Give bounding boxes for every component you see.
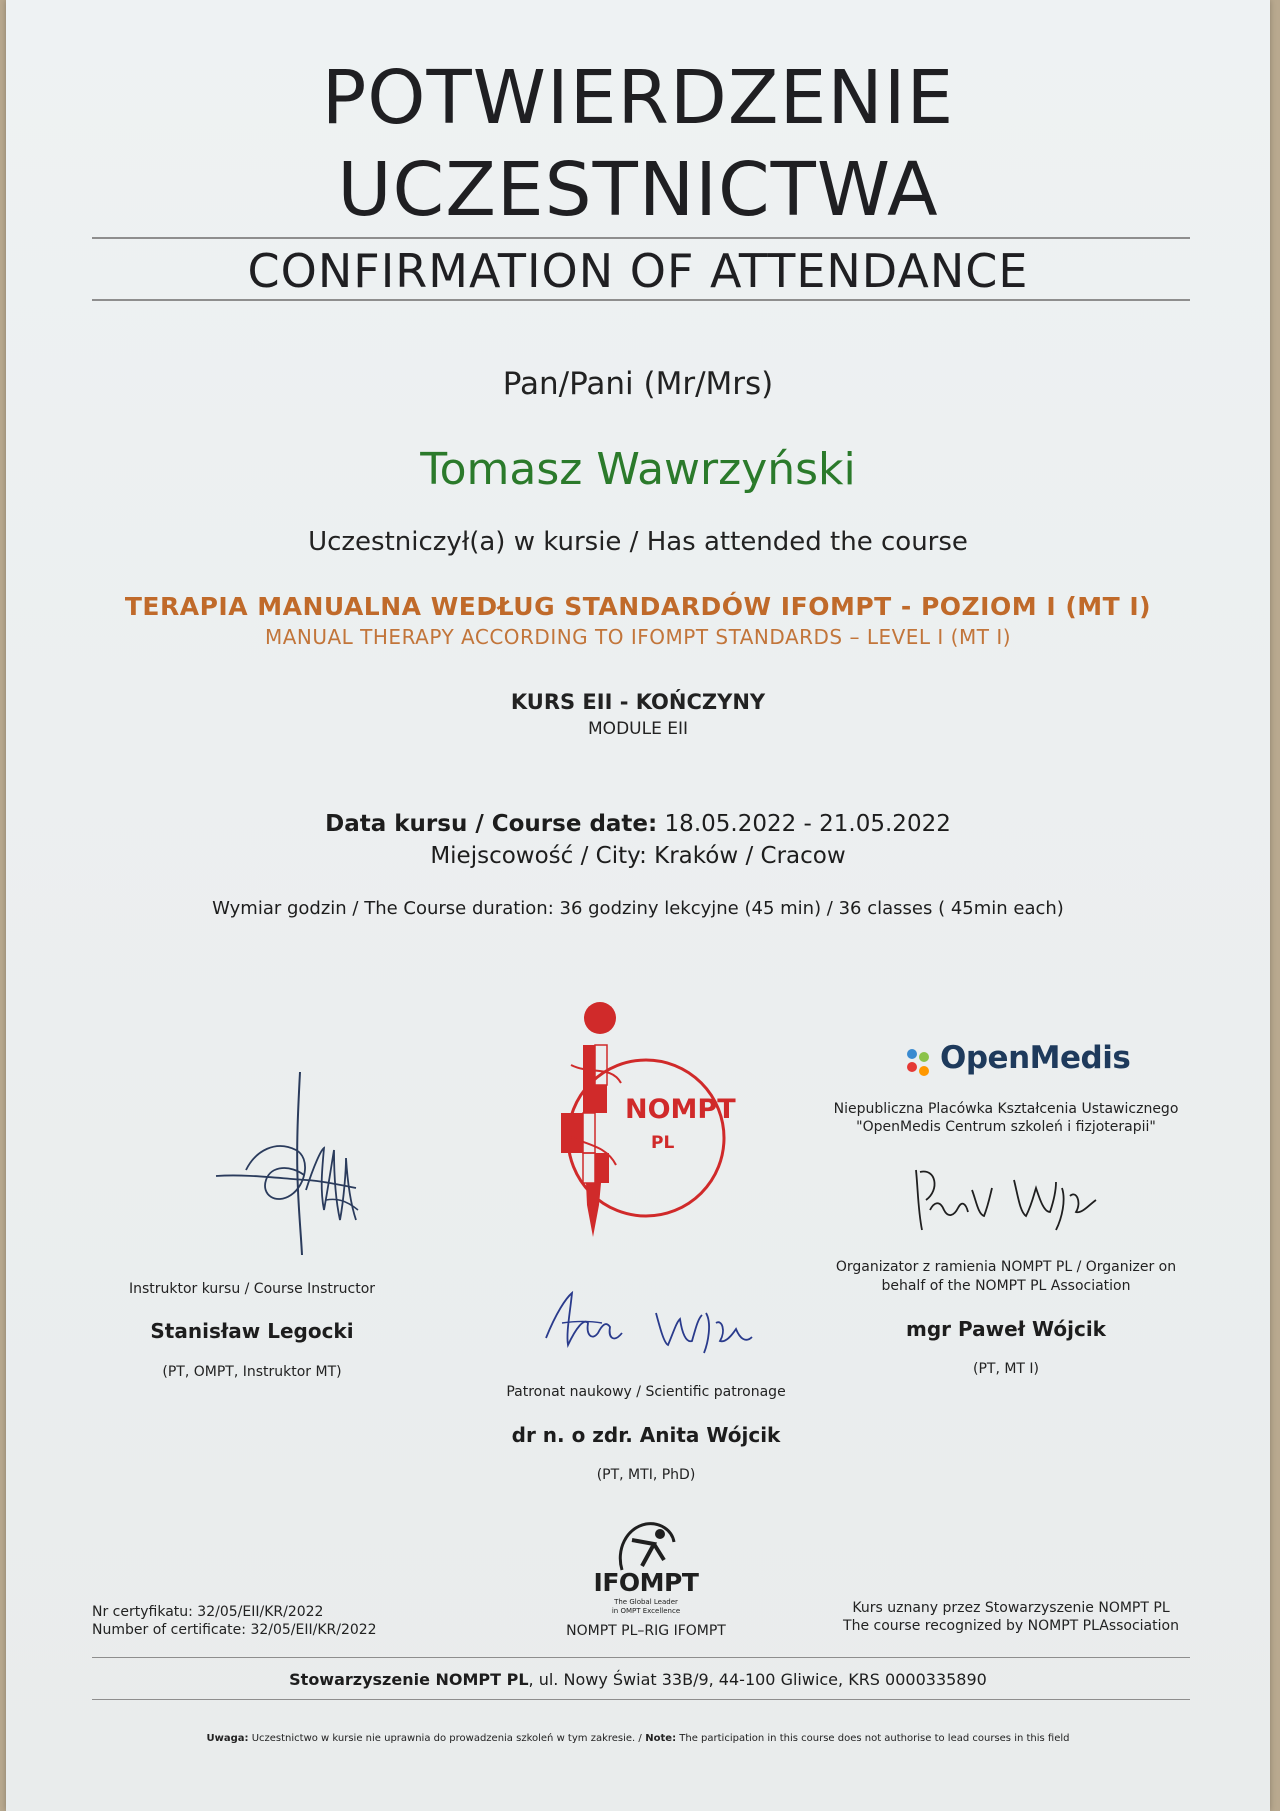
instructor-signature (206, 1070, 366, 1260)
nompt-logo-sub: PL (651, 1133, 675, 1153)
certificate-sheet (6, 0, 1270, 1811)
patron-credentials: (PT, MTI, PhD) (596, 1467, 696, 1483)
note-pl-label: Uwaga: (206, 1733, 249, 1744)
openmedis-logo (886, 1036, 1146, 1086)
instructor-name: Stanisław Legocki (150, 1319, 354, 1343)
course-city: Miejscowość / City: Kraków / Cracow (430, 843, 846, 869)
course-date-label: Data kursu / Course date: (325, 811, 658, 837)
course-title-pl: TERAPIA MANUALNA WEDŁUG STANDARDÓW IFOMPT - POZIOM I (MT I) (124, 592, 1152, 621)
association-address-rest: , ul. Nowy Świat 33B/9, 44-100 Gliwice, KRS 0000335890 (528, 1670, 987, 1689)
organizer-name: mgr Paweł Wójcik (906, 1317, 1106, 1341)
recognized-pl: Kurs uznany przez Stowarzyszenie NOMPT PL (852, 1600, 1170, 1616)
instructor-role: Instruktor kursu / Course Instructor (128, 1281, 376, 1297)
course-duration: Wymiar godzin / The Course duration: 36 godziny lekcyjne (45 min) / 36 classes ( 45min each) (212, 898, 1064, 919)
ifompt-tagline-2: in OMPT Excellence (611, 1607, 681, 1615)
openmedis-line-1: Niepubliczna Placówka Kształcenia Ustawicznego (833, 1101, 1179, 1117)
certificate-number-en: Number of certificate: 32/05/EII/KR/2022 (92, 1622, 377, 1638)
patron-signature (536, 1283, 756, 1363)
participant-name: Tomasz Wawrzyński (420, 444, 856, 495)
organizer-role-2: behalf of the NOMPT PL Association (881, 1278, 1131, 1294)
course-date (6, 811, 1270, 837)
certificate-number-pl: Nr certyfikatu: 32/05/EII/KR/2022 (92, 1604, 324, 1620)
organizer-role-1: Organizator z ramienia NOMPT PL / Organizer on (835, 1259, 1177, 1275)
nompt-logo (541, 995, 741, 1245)
association-name: Stowarzyszenie NOMPT PL (289, 1670, 529, 1689)
ifompt-figure-icon (614, 1520, 678, 1572)
ifompt-logo-text: IFOMPT (593, 1568, 699, 1597)
module-title-en: MODULE EII (588, 719, 688, 739)
footer-rule-bottom (92, 1699, 1190, 1700)
module-title-pl: KURS EII - KOŃCZYNY (510, 690, 766, 714)
note-en-label: Note: (641, 1733, 677, 1744)
title-line-2: UCZESTNICTWA (337, 147, 939, 233)
openmedis-dots-icon (902, 1044, 938, 1080)
title-rule-top (92, 237, 1190, 239)
ifompt-caption: NOMPT PL–RIG IFOMPT (566, 1623, 726, 1639)
course-title-en: MANUAL THERAPY ACCORDING TO IFOMPT STANDARDS – LEVEL I (MT I) (264, 625, 1012, 649)
organizer-signature (906, 1160, 1106, 1240)
association-address (6, 1670, 1270, 1689)
ifompt-tagline-1: The Global Leader (614, 1598, 678, 1606)
ifompt-logo (566, 1520, 726, 1620)
patron-name: dr n. o zdr. Anita Wójcik (511, 1423, 781, 1447)
openmedis-line-2: "OpenMedis Centrum szkoleń i fizjoterapii" (856, 1119, 1156, 1135)
nompt-logo-text: NOMPT (625, 1094, 736, 1125)
note-pl-text: Uczestnictwo w kursie nie uprawnia do prowadzenia szkoleń w tym zakresie. / (248, 1733, 642, 1744)
footer-note (6, 1733, 1270, 1744)
title-english: CONFIRMATION OF ATTENDANCE (247, 244, 1029, 298)
instructor-credentials: (PT, OMPT, Instruktor MT) (162, 1364, 342, 1380)
attended-text: Uczestniczył(a) w kursie / Has attended the course (308, 527, 968, 557)
footer-rule-top (92, 1657, 1190, 1658)
salutation: Pan/Pani (Mr/Mrs) (502, 366, 774, 402)
organizer-credentials: (PT, MT I) (972, 1361, 1040, 1377)
course-date-value: 18.05.2022 - 21.05.2022 (664, 811, 951, 837)
patron-role: Patronat naukowy / Scientific patronage (506, 1384, 786, 1400)
recognized-en: The course recognized by NOMPT PLAssociation (843, 1618, 1179, 1634)
openmedis-logo-text: OpenMedis (940, 1040, 1131, 1076)
title-rule-bottom (92, 299, 1190, 301)
note-en-text: The participation in this course does not authorise to lead courses in this field (676, 1733, 1070, 1744)
title-line-1: POTWIERDZENIE (321, 55, 955, 141)
